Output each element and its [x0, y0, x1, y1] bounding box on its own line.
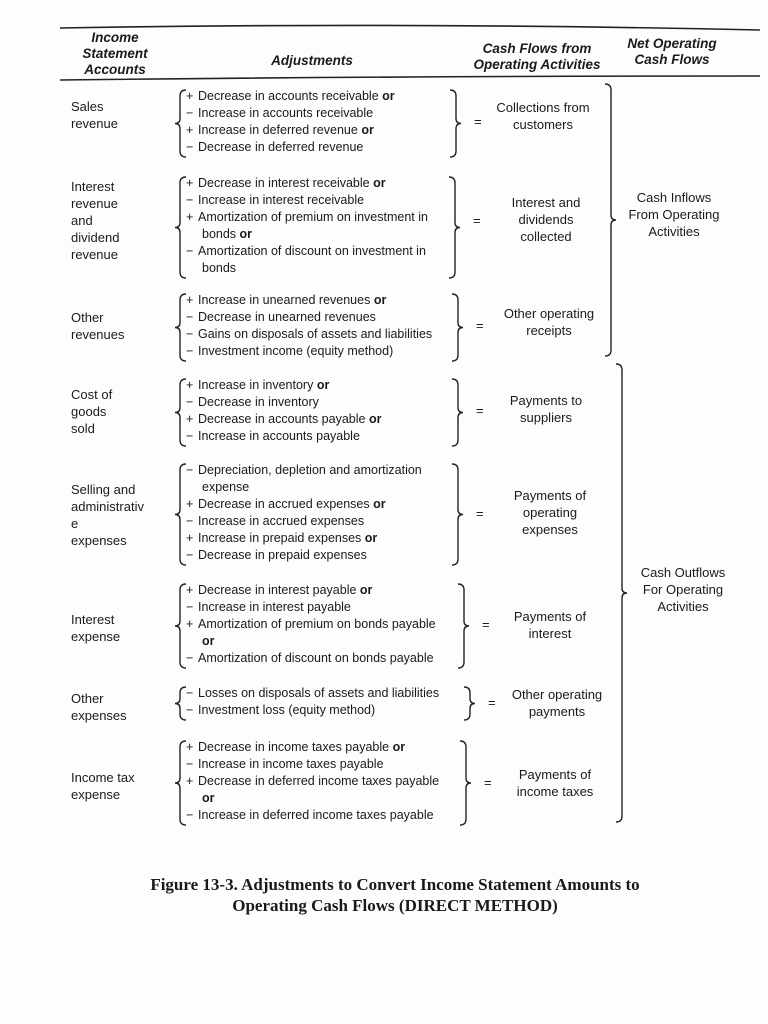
adjustment-text: Increase in interest receivable — [198, 193, 365, 207]
header-top-rule — [60, 25, 760, 30]
adjustment-text: Amortization of premium on bonds payable — [198, 617, 436, 631]
cash-flow-line: Payments of — [513, 609, 587, 624]
or-connector: or — [202, 634, 215, 648]
adjustment-sign: + — [186, 412, 194, 426]
cash-flow-line: receipts — [526, 323, 572, 338]
adjustment-sign: + — [186, 378, 194, 392]
adjustment-text: Decrease in accounts receivable — [198, 89, 379, 103]
cash-flow-line: payments — [528, 704, 586, 719]
adjustment-right-brace — [452, 379, 463, 446]
account-name-line: Income tax — [71, 770, 135, 785]
adjustment-text: Investment loss (equity method) — [198, 703, 376, 717]
account-name-line: Sales — [71, 99, 104, 114]
adjustment-text: Amortization of premium on investment in — [198, 210, 428, 224]
equals-sign: = — [482, 617, 490, 632]
adjustment-sign: − — [186, 686, 194, 700]
adjustment-sign: − — [186, 703, 194, 717]
or-connector: or — [373, 293, 387, 307]
account-name-line: Selling and — [71, 482, 136, 497]
caption-line-1: Figure 13-3. Adjustments to Convert Income Statement Amounts to — [150, 875, 640, 894]
adjustment-sign: + — [186, 583, 194, 597]
adjustment-text: Amortization of discount on investment in — [198, 244, 426, 258]
equals-sign: = — [484, 775, 492, 790]
header-cash-flows-line-1: Cash Flows from — [482, 41, 592, 56]
caption-line-2: Operating Cash Flows (DIRECT METHOD) — [232, 896, 558, 915]
account-name-line: Interest — [71, 612, 115, 627]
cash-flow-line: customers — [513, 117, 573, 132]
adjustment-sign: − — [186, 344, 194, 358]
adjustment-text: Decrease in unearned revenues — [198, 310, 376, 324]
net-inflows-line-2: From Operating — [628, 207, 720, 222]
adjustment-sign: + — [186, 176, 194, 190]
adjustment-sign: − — [186, 244, 194, 258]
cash-flow-line: collected — [520, 229, 572, 244]
cash-flow-line: Other operating — [511, 687, 603, 702]
adjustment-right-brace — [464, 687, 475, 720]
account-name-line: Other — [71, 310, 104, 325]
cash-flow-line: operating — [522, 505, 578, 520]
cash-flow-line: Collections from — [496, 100, 590, 115]
adjustment-text: Increase in unearned revenues — [198, 293, 371, 307]
or-connector: or — [202, 791, 215, 805]
net-inflows-line-1: Cash Inflows — [636, 190, 712, 205]
equals-sign: = — [474, 114, 482, 129]
adjustment-text: Decrease in accounts payable — [198, 412, 366, 426]
header-cash-flows-line-2: Operating Activities — [473, 57, 601, 72]
adjustment-left-brace — [175, 177, 186, 278]
brace-group — [175, 84, 627, 825]
account-name-line: expenses — [71, 708, 127, 723]
adjustment-text: Increase in deferred revenue — [198, 123, 358, 137]
adjustment-text: Decrease in deferred income taxes payable — [198, 774, 440, 788]
account-name-line: goods — [71, 404, 107, 419]
adjustment-text: Increase in interest payable — [198, 600, 351, 614]
header-bottom-rule — [60, 76, 760, 80]
adjustment-sign: − — [186, 310, 194, 324]
or-connector: or — [361, 123, 374, 137]
adjustment-right-brace — [452, 464, 463, 565]
or-connector: or — [359, 583, 373, 597]
adjustment-sign: + — [186, 123, 194, 137]
adjustment-text: Amortization of discount on bonds payable — [198, 651, 434, 665]
adjustment-sign: − — [186, 193, 194, 207]
cash-flow-line: suppliers — [519, 410, 573, 425]
adjustment-sign: − — [186, 106, 194, 120]
cash-flow-line: Payments of — [513, 488, 587, 503]
adjustment-right-brace — [452, 294, 463, 361]
account-name-line: revenue — [71, 196, 118, 211]
adjustment-sign: − — [186, 600, 194, 614]
account-name-line: expenses — [71, 533, 127, 548]
adjustment-sign: − — [186, 429, 194, 443]
account-name-line: revenue — [71, 247, 118, 262]
adjustment-text: Increase in income taxes payable — [198, 757, 384, 771]
adjustment-sign: + — [186, 617, 194, 631]
or-connector: or — [373, 497, 386, 511]
adjustment-text: Increase in accrued expenses — [198, 514, 365, 528]
adjustment-text: Depreciation, depletion and amortization — [198, 463, 422, 477]
adjustment-text: Decrease in interest receivable — [198, 176, 370, 190]
cash-flow-line: interest — [528, 626, 572, 641]
header-adjustments: Adjustments — [271, 53, 353, 68]
or-connector: or — [392, 740, 406, 754]
adjustment-text: expense — [202, 480, 250, 494]
header-accounts-line-3: Accounts — [84, 62, 146, 77]
adjustment-text: Increase in accounts payable — [198, 429, 360, 443]
adjustment-left-brace — [175, 379, 186, 446]
cash-flow-line: Interest and — [511, 195, 581, 210]
adjustment-left-brace — [175, 464, 186, 565]
adjustment-sign: − — [186, 327, 194, 341]
header-accounts-line-1: Income — [91, 30, 139, 45]
outflows-group-brace — [616, 364, 627, 822]
account-name-line: Cost of — [71, 387, 113, 402]
adjustment-right-brace — [450, 90, 461, 157]
or-connector: or — [373, 176, 386, 190]
cash-flow-line: Other operating — [503, 306, 595, 321]
adjustment-sign: + — [186, 497, 194, 511]
cash-flow-line: income taxes — [516, 784, 594, 799]
account-name-line: e — [71, 516, 79, 531]
adjustment-text: Decrease in interest payable — [198, 583, 357, 597]
adjustment-sign: − — [186, 757, 194, 771]
inflows-group-brace — [605, 84, 616, 356]
adjustment-left-brace — [175, 741, 186, 825]
header-net-line-1: Net Operating — [627, 36, 717, 51]
adjustment-text: Decrease in prepaid expenses — [198, 548, 367, 562]
adjustment-text: Decrease in inventory — [198, 395, 319, 409]
adjustment-text: Decrease in deferred revenue — [198, 140, 364, 154]
adjustment-text: Gains on disposals of assets and liabilities — [198, 327, 433, 341]
account-name-line: and — [71, 213, 93, 228]
account-name-line: expense — [71, 629, 121, 644]
adjustment-left-brace — [175, 584, 186, 668]
account-name-line: Interest — [71, 179, 115, 194]
adjustment-sign: − — [186, 808, 194, 822]
adjustment-sign: + — [186, 89, 194, 103]
or-connector: or — [239, 227, 253, 241]
adjustment-left-brace — [175, 687, 186, 720]
adjustment-left-brace — [175, 294, 186, 361]
adjustment-text: Increase in prepaid expenses — [198, 531, 362, 545]
cash-flow-line: expenses — [522, 522, 578, 537]
account-name-line: sold — [71, 421, 95, 436]
adjustment-sign: − — [186, 463, 194, 477]
account-name-line: revenues — [71, 327, 125, 342]
adjustment-text: Decrease in income taxes payable — [198, 740, 390, 754]
account-name-line: Other — [71, 691, 104, 706]
adjustment-sign: − — [186, 140, 194, 154]
adjustment-left-brace — [175, 90, 186, 157]
adjustment-text: bonds — [202, 261, 237, 275]
adjustment-right-brace — [449, 177, 460, 278]
net-inflows-line-3: Activities — [648, 224, 700, 239]
header-net-line-2: Cash Flows — [634, 52, 710, 67]
account-name-line: dividend — [71, 230, 120, 245]
or-connector: or — [368, 412, 382, 426]
adjustment-sign: + — [186, 531, 194, 545]
equals-sign: = — [476, 506, 484, 521]
adjustment-sign: − — [186, 651, 194, 665]
or-connector: or — [382, 89, 395, 103]
account-name-line: administrativ — [71, 499, 144, 514]
adjustment-sign: + — [186, 774, 194, 788]
or-connector: or — [316, 378, 330, 392]
equals-sign: = — [488, 695, 496, 710]
cash-flow-line: Payments of — [518, 767, 592, 782]
cash-flow-line: Payments to — [509, 393, 583, 408]
equals-sign: = — [476, 403, 484, 418]
adjustment-sign: + — [186, 740, 194, 754]
adjustment-text: Losses on disposals of assets and liabilities — [198, 686, 440, 700]
adjustment-sign: + — [186, 293, 194, 307]
net-outflows-line-2: For Operating — [642, 582, 724, 597]
adjustment-text: Increase in inventory — [198, 378, 314, 392]
adjustment-text: Investment income (equity method) — [198, 344, 394, 358]
equals-sign: = — [476, 318, 484, 333]
account-name-line: revenue — [71, 116, 118, 131]
account-name-line: expense — [71, 787, 121, 802]
net-outflows-line-3: Activities — [657, 599, 709, 614]
adjustment-sign: + — [186, 210, 194, 224]
adjustment-sign: − — [186, 548, 194, 562]
cash-flow-line: dividends — [518, 212, 574, 227]
or-connector: or — [364, 531, 378, 545]
adjustment-text: Decrease in accrued expenses — [198, 497, 370, 511]
adjustment-text: Increase in accounts receivable — [198, 106, 374, 120]
adjustment-right-brace — [458, 584, 469, 668]
adjustment-sign: − — [186, 514, 194, 528]
equals-sign: = — [473, 213, 481, 228]
adjustment-sign: − — [186, 395, 194, 409]
adjustment-text: Increase in deferred income taxes payable — [198, 808, 434, 822]
net-outflows-line-1: Cash Outflows — [640, 565, 726, 580]
header-accounts-line-2: Statement — [82, 46, 148, 61]
adjustment-right-brace — [460, 741, 471, 825]
adjustment-text: bonds — [202, 227, 237, 241]
